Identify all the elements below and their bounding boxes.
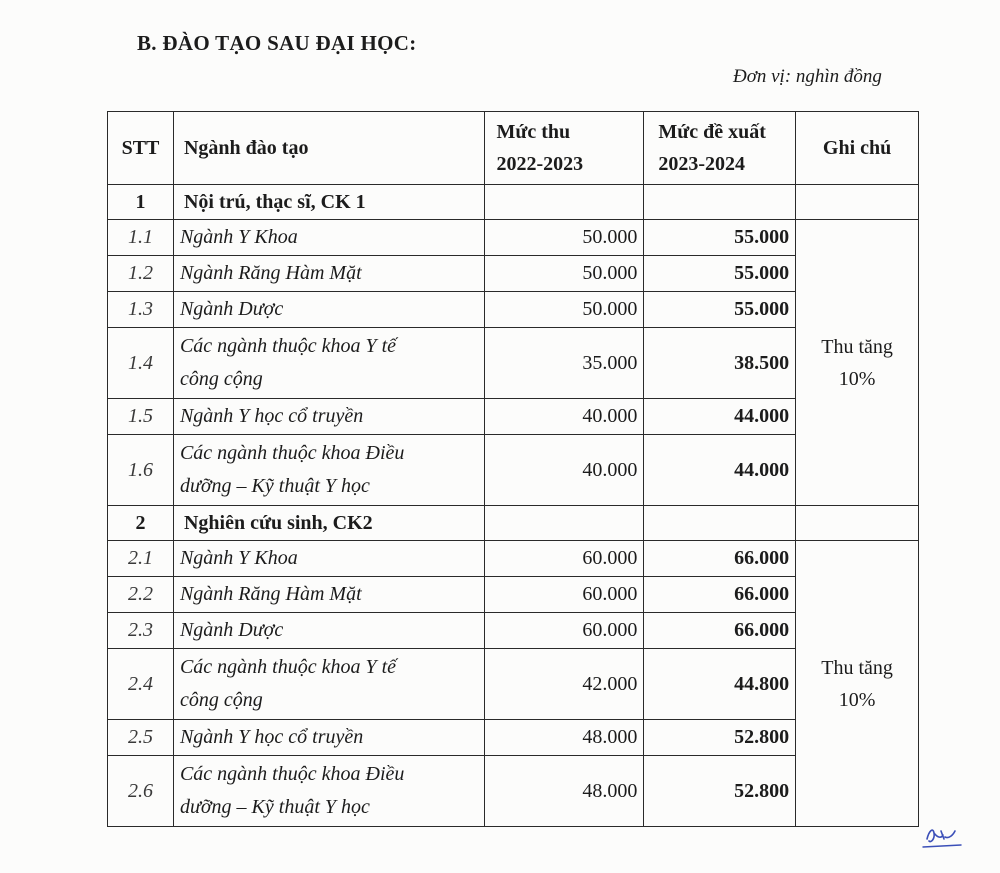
- row-program: [173, 756, 484, 827]
- group-note-line2: 10%: [838, 367, 876, 390]
- row-program-line2: dưỡng – Kỹ thuật Y học: [179, 475, 370, 497]
- row-stt: 2.3: [108, 613, 174, 649]
- section-title: B. ĐÀO TẠO SAU ĐẠI HỌC:: [137, 31, 417, 55]
- row-stt: 2.5: [108, 720, 174, 756]
- empty-cell: [796, 185, 919, 220]
- row-current-fee: 50.000: [484, 292, 644, 328]
- header-program: Ngành đào tạo: [173, 112, 484, 185]
- row-program: [173, 435, 484, 506]
- group-note-line1: Thu tăng: [821, 656, 893, 679]
- row-stt: 2.2: [108, 577, 174, 613]
- group-note: [796, 220, 919, 506]
- group-name: Nghiên cứu sinh, CK2: [173, 506, 484, 541]
- table-row: [108, 220, 919, 256]
- row-proposed-fee: 44.000: [644, 399, 796, 435]
- row-stt: 1.6: [108, 435, 174, 506]
- row-program: Ngành Y Khoa: [173, 541, 484, 577]
- row-program: Ngành Dược: [173, 292, 484, 328]
- row-proposed-fee: 38.500: [644, 328, 796, 399]
- group-stt: 1: [108, 185, 174, 220]
- group-row: [108, 506, 919, 541]
- row-proposed-fee: 44.800: [644, 649, 796, 720]
- header-proposed-fee-line1: Mức đề xuất: [658, 121, 766, 143]
- row-current-fee: 60.000: [484, 613, 644, 649]
- row-current-fee: 35.000: [484, 328, 644, 399]
- row-proposed-fee: 52.800: [644, 756, 796, 827]
- row-program-line1: Các ngành thuộc khoa Điều: [179, 442, 405, 464]
- group-stt: 2: [108, 506, 174, 541]
- row-program: Ngành Răng Hàm Mặt: [173, 256, 484, 292]
- row-program: Ngành Y Khoa: [173, 220, 484, 256]
- group-name: Nội trú, thạc sĩ, CK 1: [173, 185, 484, 220]
- row-current-fee: 48.000: [484, 720, 644, 756]
- row-current-fee: 48.000: [484, 756, 644, 827]
- row-proposed-fee: 66.000: [644, 577, 796, 613]
- empty-cell: [644, 185, 796, 220]
- row-stt: 1.1: [108, 220, 174, 256]
- row-current-fee: 40.000: [484, 399, 644, 435]
- row-program-line2: công cộng: [179, 689, 263, 711]
- row-program-line2: công cộng: [179, 368, 263, 390]
- row-stt: 1.2: [108, 256, 174, 292]
- header-note: Ghi chú: [796, 112, 919, 185]
- header-proposed-fee-line2: 2023-2024: [658, 153, 745, 175]
- row-stt: 1.4: [108, 328, 174, 399]
- row-program: Ngành Răng Hàm Mặt: [173, 577, 484, 613]
- row-current-fee: 60.000: [484, 541, 644, 577]
- table-header-row: [108, 112, 919, 185]
- row-program-line1: Các ngành thuộc khoa Điều: [179, 763, 405, 785]
- row-proposed-fee: 66.000: [644, 613, 796, 649]
- row-proposed-fee: 55.000: [644, 292, 796, 328]
- row-program: [173, 328, 484, 399]
- header-current-fee-line1: Mức thu: [496, 121, 571, 143]
- row-program: Ngành Y học cổ truyền: [173, 720, 484, 756]
- row-proposed-fee: 55.000: [644, 256, 796, 292]
- unit-note: Đơn vị: nghìn đồng: [733, 66, 882, 87]
- row-stt: 1.5: [108, 399, 174, 435]
- header-current-fee-line2: 2022-2023: [496, 153, 584, 175]
- empty-cell: [644, 506, 796, 541]
- header-stt: STT: [108, 112, 174, 185]
- row-current-fee: 50.000: [484, 220, 644, 256]
- row-program: [173, 649, 484, 720]
- row-proposed-fee: 66.000: [644, 541, 796, 577]
- table-row: [108, 541, 919, 577]
- row-current-fee: 42.000: [484, 649, 644, 720]
- row-program: Ngành Y học cổ truyền: [173, 399, 484, 435]
- empty-cell: [484, 185, 644, 220]
- row-proposed-fee: 55.000: [644, 220, 796, 256]
- row-current-fee: 50.000: [484, 256, 644, 292]
- row-program: Ngành Dược: [173, 613, 484, 649]
- row-current-fee: 60.000: [484, 577, 644, 613]
- row-program-line2: dưỡng – Kỹ thuật Y học: [179, 796, 370, 818]
- row-program-line1: Các ngành thuộc khoa Y tế: [179, 656, 397, 678]
- group-note-line1: Thu tăng: [821, 335, 893, 358]
- group-note-line2: 10%: [838, 688, 876, 711]
- pen-initial-mark: [921, 817, 969, 851]
- group-note: [796, 541, 919, 827]
- group-row: [108, 185, 919, 220]
- header-current-fee: [484, 112, 644, 185]
- row-stt: 2.4: [108, 649, 174, 720]
- header-proposed-fee: [644, 112, 796, 185]
- empty-cell: [796, 506, 919, 541]
- row-current-fee: 40.000: [484, 435, 644, 506]
- row-stt: 2.1: [108, 541, 174, 577]
- row-program-line1: Các ngành thuộc khoa Y tế: [179, 335, 397, 357]
- tuition-table: [107, 111, 919, 827]
- row-proposed-fee: 52.800: [644, 720, 796, 756]
- empty-cell: [484, 506, 644, 541]
- row-stt: 1.3: [108, 292, 174, 328]
- row-stt: 2.6: [108, 756, 174, 827]
- row-proposed-fee: 44.000: [644, 435, 796, 506]
